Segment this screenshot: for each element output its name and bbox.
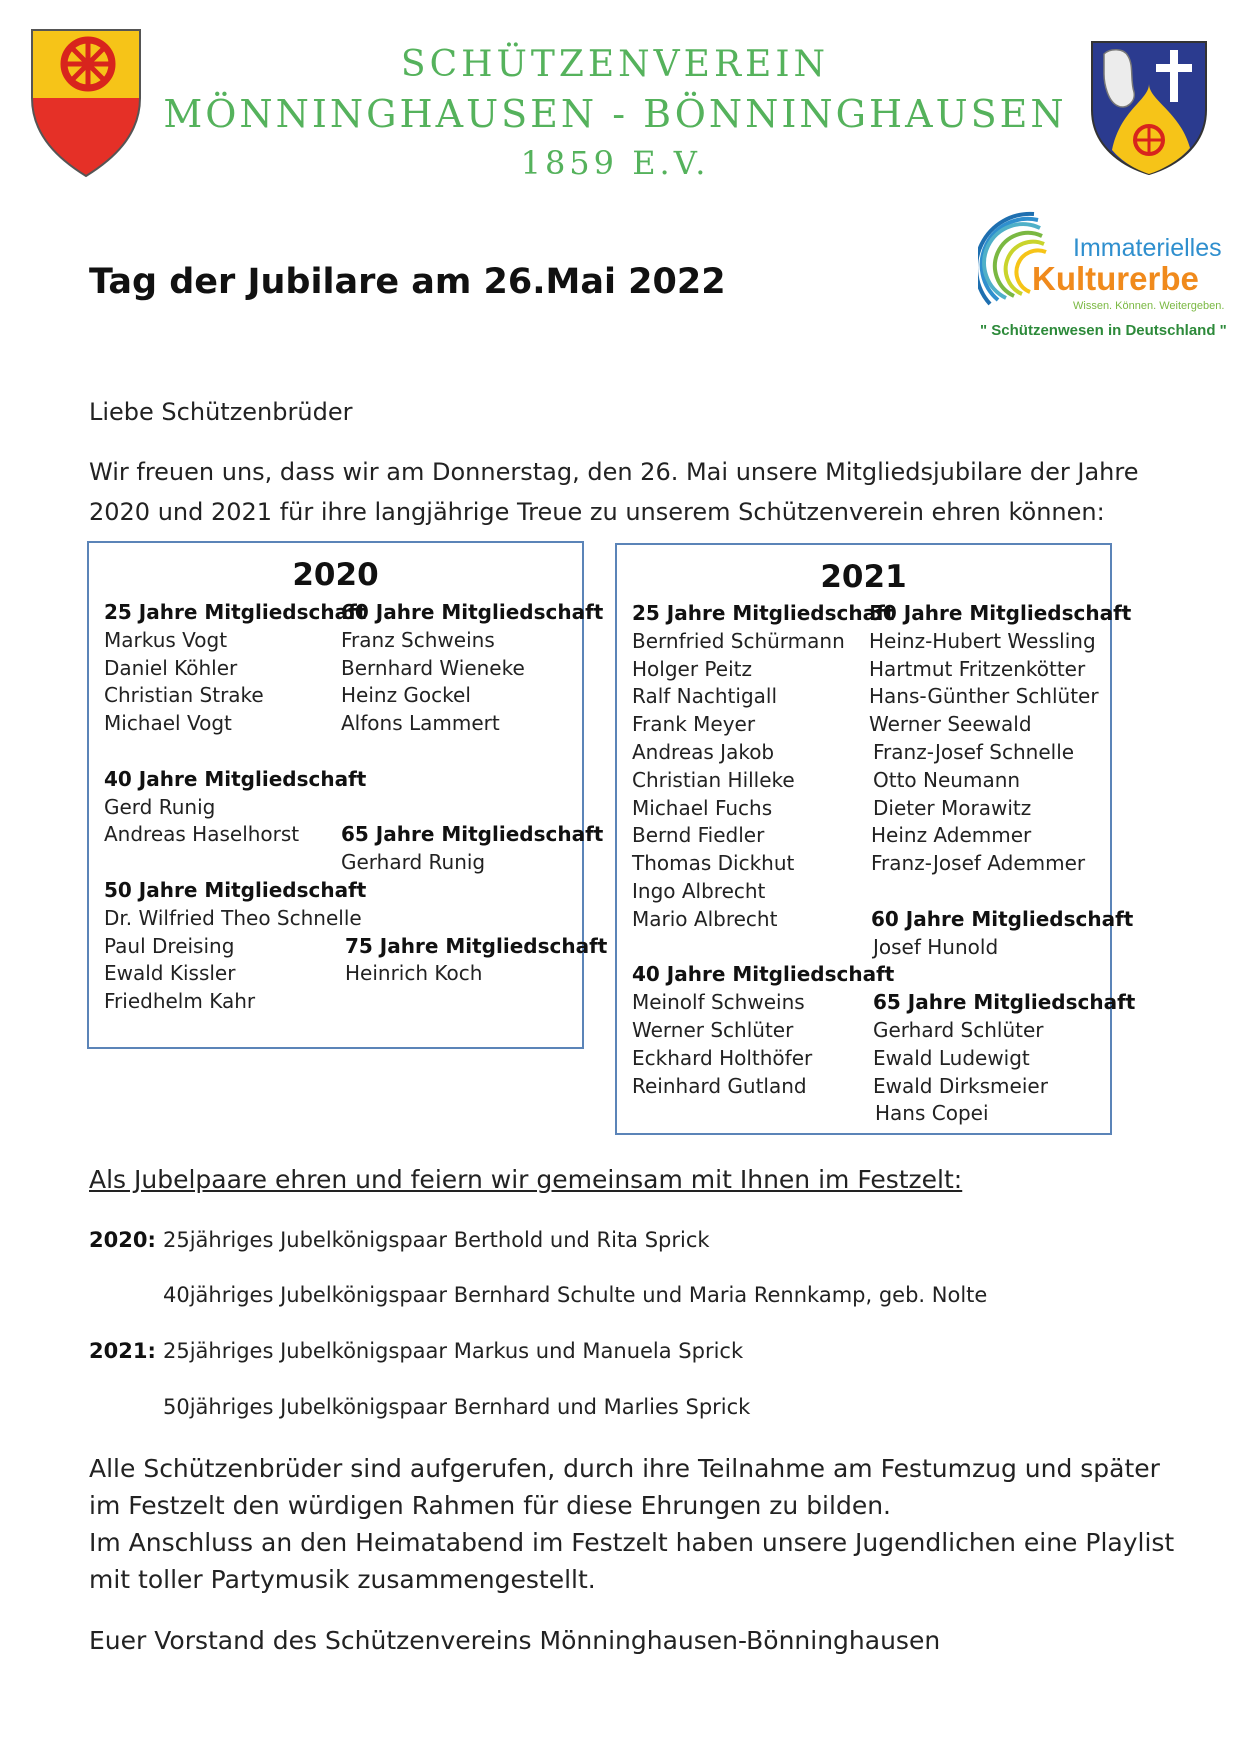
name-item: Hartmut Fritzenkötter (869, 656, 1086, 681)
jubelpaar-item: 50jähriges Jubelkönigspaar Bernhard und Marlies Sprick (163, 1395, 751, 1419)
boenninghausen-crest-icon (1090, 40, 1208, 176)
name-item: Gerd Runig (104, 794, 216, 819)
name-item: Werner Seewald (869, 712, 1032, 737)
heading-2021-65: 65 Jahre Mitgliedschaft (873, 990, 1136, 1015)
name-item: Dieter Morawitz (873, 795, 1032, 820)
jubilare-2020-box (87, 541, 608, 1049)
name-item: Franz-Josef Schnelle (873, 739, 1075, 764)
name-item: Christian Hilleke (632, 767, 795, 792)
name-item: Hans Copei (875, 1101, 989, 1126)
page-title: Tag der Jubilare am 26.Mai 2022 (89, 262, 726, 302)
jubelpaare-heading: Als Jubelpaare ehren und feiern wir gemeinsam mit Ihnen im Festzelt: (89, 1165, 963, 1194)
jubelpaar-item: 40jähriges Jubelkönigspaar Bernhard Schulte und Maria Rennkamp, geb. Nolte (163, 1283, 988, 1307)
name-item: Friedhelm Kahr (104, 989, 256, 1014)
name-item: Heinz Ademmer (871, 823, 1032, 848)
name-item: Mario Albrecht (632, 906, 778, 931)
name-item: Meinolf Schweins (632, 990, 805, 1015)
name-item: Paul Dreising (104, 933, 235, 958)
name-item: Ewald Kissler (104, 961, 236, 986)
name-item: Reinhard Gutland (632, 1073, 807, 1098)
col-2021-right (869, 600, 1135, 1128)
name-item: Thomas Dickhut (632, 851, 795, 876)
jubelpaare-year-2020: 2020: (89, 1228, 156, 1252)
name-item: Dr. Wilfried Theo Schnelle (104, 905, 362, 930)
club-founding-line: 1859 E.V. (520, 144, 710, 182)
heading-2021-60: 60 Jahre Mitgliedschaft (871, 906, 1134, 931)
jubelpaar-item: 25jähriges Jubelkönigspaar Berthold und Rita Sprick (163, 1228, 710, 1252)
kulturerbe-slogan: Wissen. Können. Weitergeben. (1073, 300, 1225, 312)
name-item: Andreas Haselhorst (104, 822, 300, 847)
heading-2020-50: 50 Jahre Mitgliedschaft (104, 877, 367, 902)
jubelpaar-item: 25jähriges Jubelkönigspaar Markus und Manuela Sprick (163, 1339, 744, 1363)
heading-2021-50: 50 Jahre Mitgliedschaft (869, 601, 1132, 625)
name-item: Heinz Gockel (341, 683, 471, 708)
col-2020-right (341, 599, 607, 988)
name-item: Ewald Dirksmeier (873, 1073, 1048, 1098)
name-item: Gerhard Schlüter (873, 1017, 1044, 1042)
name-item: Ingo Albrecht (632, 878, 766, 903)
col-2020-left (104, 599, 366, 1016)
name-item: Werner Schlüter (632, 1017, 794, 1042)
heading-2020-75: 75 Jahre Mitgliedschaft (345, 933, 608, 958)
heading-2021-40: 40 Jahre Mitgliedschaft (632, 962, 895, 987)
kulturerbe-line2: Kulturerbe (1032, 260, 1199, 297)
name-item: Andreas Jakob (632, 739, 775, 764)
box-year-2021: 2021 (820, 559, 907, 595)
club-name-line1: SCHÜTZENVEREIN (400, 44, 830, 85)
name-item: Christian Strake (104, 683, 264, 708)
name-item: Franz-Josef Ademmer (871, 851, 1086, 876)
kulturerbe-logo (978, 200, 1236, 350)
name-item: Eckhard Holthöfer (632, 1045, 813, 1070)
moenninghausen-crest-icon (30, 28, 142, 178)
heading-2020-25: 25 Jahre Mitgliedschaft (104, 600, 367, 624)
name-item: Bernhard Wieneke (341, 655, 525, 680)
name-item: Alfons Lammert (341, 711, 500, 736)
name-item: Gerhard Runig (341, 850, 486, 875)
name-item: Franz Schweins (341, 627, 495, 652)
name-item: Frank Meyer (632, 712, 756, 737)
jubelpaare-year-2021: 2021: (89, 1339, 156, 1363)
club-name-line2: MÖNNINGHAUSEN - BÖNNINGHAUSEN (163, 92, 1067, 136)
jubilare-2021-box (615, 543, 1136, 1135)
heading-2020-65: 65 Jahre Mitgliedschaft (341, 822, 604, 847)
name-item: Bernfried Schürmann (632, 628, 845, 653)
name-item: Michael Fuchs (632, 795, 773, 820)
heading-2020-40: 40 Jahre Mitgliedschaft (104, 766, 367, 791)
col-2021-left (632, 600, 894, 1100)
greeting: Liebe Schützenbrüder (89, 398, 353, 426)
heading-2020-60: 60 Jahre Mitgliedschaft (341, 600, 604, 624)
name-item: Michael Vogt (104, 711, 232, 736)
name-item: Markus Vogt (104, 627, 228, 652)
box-year-2020: 2020 (292, 557, 379, 593)
name-item: Ewald Ludewigt (873, 1045, 1030, 1070)
name-item: Ralf Nachtigall (632, 684, 778, 709)
name-item: Daniel Köhler (104, 655, 238, 680)
intro-paragraph: Wir freuen uns, dass wir am Donnerstag, den 26. Mai unsere Mitgliedsjubilare der Jahre 2020 und 2021 für ihre langjährige Treue zu unserem Schützenverein ehren können: (89, 458, 1139, 526)
name-item: Otto Neumann (873, 767, 1021, 792)
name-item: Bernd Fiedler (632, 823, 765, 848)
signature: Euer Vorstand des Schützenvereins Mönninghausen-Bönninghausen (89, 1626, 941, 1655)
kulturerbe-line1: Immaterielles (1073, 234, 1222, 262)
name-item: Heinz-Hubert Wessling (869, 628, 1096, 653)
name-item: Hans-Günther Schlüter (869, 684, 1099, 709)
closing-paragraph-1: Alle Schützenbrüder sind aufgerufen, durch ihre Teilnahme am Festumzug und später im Festzelt den würdigen Rahmen für diese Ehrungen zu bilden. (89, 1454, 1160, 1520)
name-item: Josef Hunold (873, 934, 999, 959)
name-item: Holger Peitz (632, 656, 752, 681)
name-item: Heinrich Koch (345, 961, 483, 986)
closing-paragraph-2: Im Anschluss an den Heimatabend im Festzelt haben unsere Jugendlichen eine Playlist mit toller Partymusik zusammengestellt. (89, 1528, 1175, 1594)
heading-2021-25: 25 Jahre Mitgliedschaft (632, 601, 895, 625)
kulturerbe-caption: " Schützenwesen in Deutschland " (980, 322, 1227, 339)
